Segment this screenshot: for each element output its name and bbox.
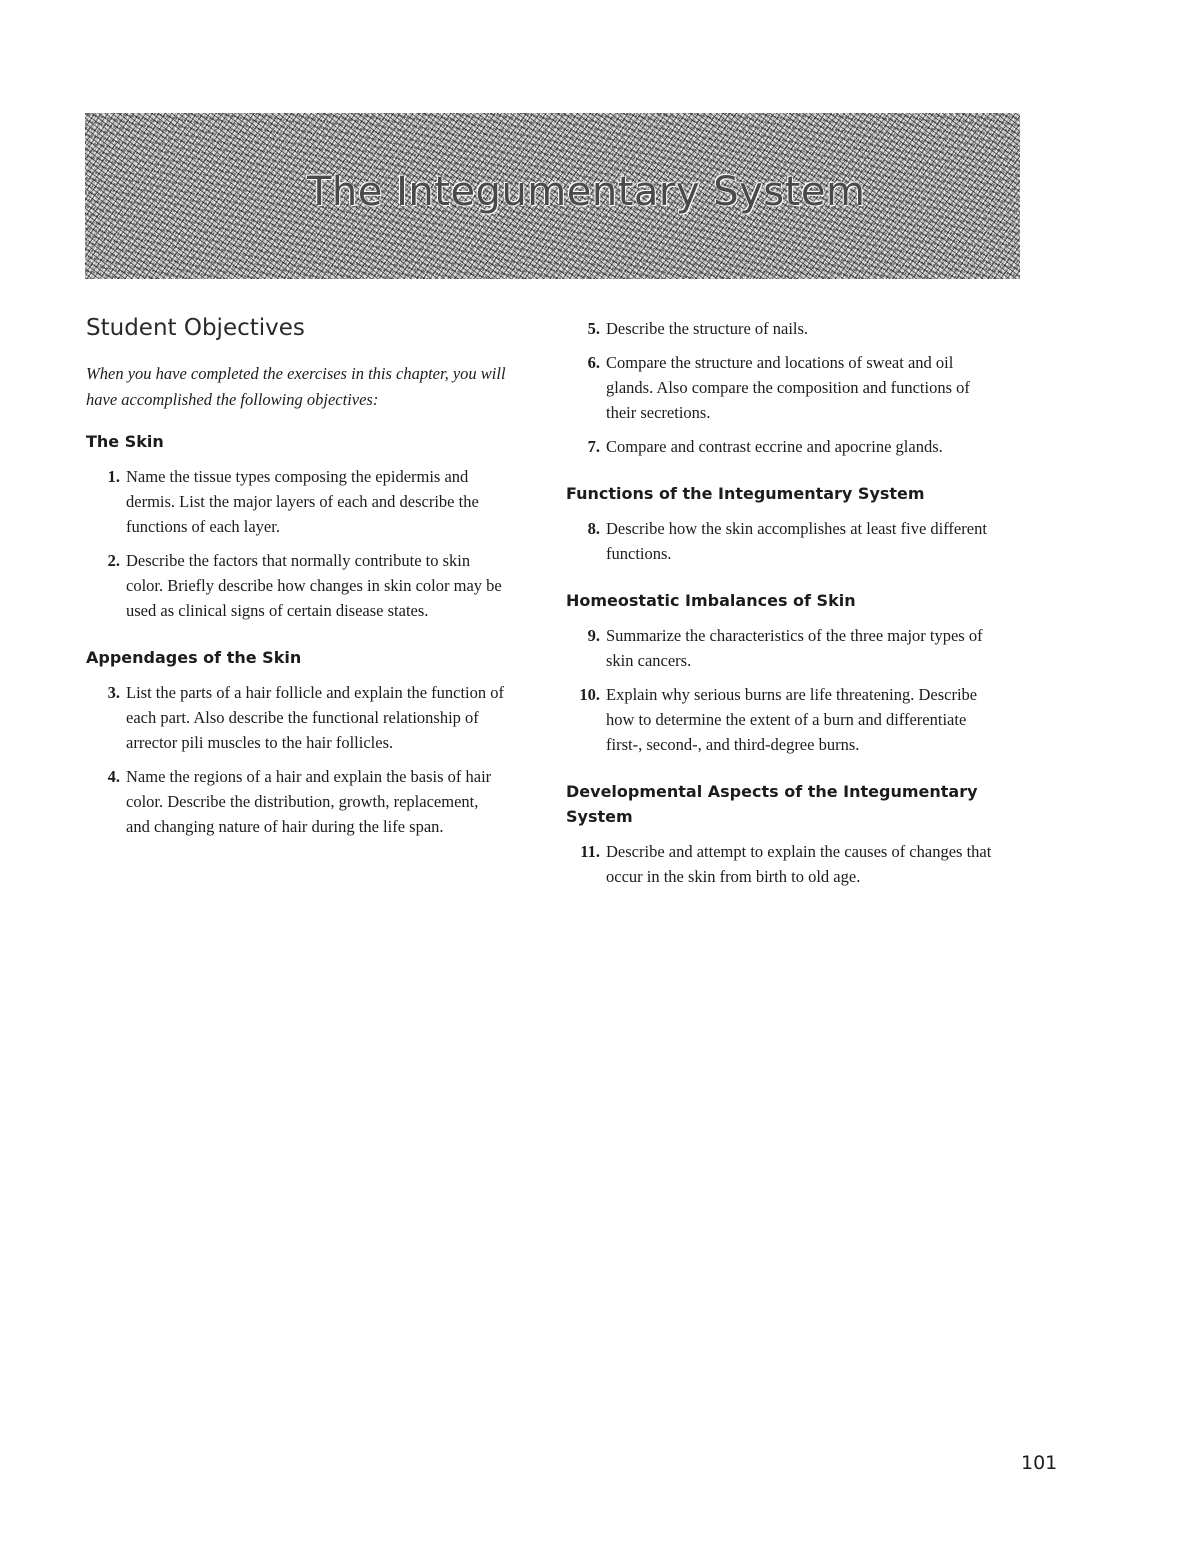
chapter-banner xyxy=(85,113,1020,279)
objective-text: Name the tissue types composing the epidermis and dermis. List the major layers of each and describe the functions of each layer. xyxy=(126,467,479,536)
section-heading-functions: Functions of the Integumentary System xyxy=(566,484,925,503)
objective-item xyxy=(566,316,996,341)
objective-text: Explain why serious burns are life threatening. Describe how to determine the extent of a burn and differentiate first-, second-, and third-degree burns. xyxy=(606,685,978,754)
objective-number: 8. xyxy=(587,519,600,538)
section-heading-appendages: Appendages of the Skin xyxy=(86,648,302,667)
objectives-left-column xyxy=(86,315,506,848)
objective-number: 5. xyxy=(587,319,600,338)
objective-text: Compare and contrast eccrine and apocrine glands. xyxy=(606,437,943,456)
objective-item xyxy=(566,839,996,889)
objective-item xyxy=(86,680,506,755)
section-heading-developmental: Developmental Aspects of the Integumentary System xyxy=(566,782,978,826)
objective-item xyxy=(566,350,996,425)
objectives-intro: When you have completed the exercises in this chapter, you will have accomplished the following objectives: xyxy=(86,364,506,409)
objective-number: 11. xyxy=(580,842,600,861)
objective-number: 2. xyxy=(107,551,120,570)
objective-text: Compare the structure and locations of sweat and oil glands. Also compare the composition and functions of their secretions. xyxy=(606,353,970,422)
objective-item xyxy=(86,464,506,539)
objectives-heading: Student Objectives xyxy=(86,315,305,341)
objective-item xyxy=(86,764,506,839)
objective-item xyxy=(566,682,996,757)
section-heading-skin: The Skin xyxy=(86,432,164,451)
chapter-title: The Integumentary System xyxy=(307,169,866,215)
page-number: 101 xyxy=(1021,1452,1058,1474)
objective-item xyxy=(566,434,996,459)
objective-text: Summarize the characteristics of the three major types of skin cancers. xyxy=(606,626,983,670)
objective-number: 4. xyxy=(107,767,120,786)
objective-text: Name the regions of a hair and explain the basis of hair color. Describe the distribution, growth, replacement, and changing nature of hair during the life span. xyxy=(126,767,492,836)
objective-item xyxy=(566,516,996,566)
objective-item xyxy=(566,623,996,673)
objective-text: List the parts of a hair follicle and explain the function of each part. Also describe the functional relationship of arrector pili muscles to the hair follicles. xyxy=(126,683,505,752)
objective-number: 10. xyxy=(579,685,600,704)
section-heading-imbalances: Homeostatic Imbalances of Skin xyxy=(566,591,856,610)
objectives-right-column xyxy=(566,316,996,898)
objective-number: 3. xyxy=(107,683,120,702)
objective-text: Describe how the skin accomplishes at least five different functions. xyxy=(606,519,987,563)
objective-text: Describe the structure of nails. xyxy=(606,319,809,338)
objective-item xyxy=(86,548,506,623)
objective-number: 7. xyxy=(587,437,600,456)
objective-text: Describe the factors that normally contribute to skin color. Briefly describe how changes in skin color may be used as clinical signs of certain disease states. xyxy=(126,551,502,620)
objective-text: Describe and attempt to explain the causes of changes that occur in the skin from birth to old age. xyxy=(606,842,992,886)
objective-number: 1. xyxy=(107,467,120,486)
objective-number: 9. xyxy=(587,626,600,645)
objective-number: 6. xyxy=(587,353,600,372)
